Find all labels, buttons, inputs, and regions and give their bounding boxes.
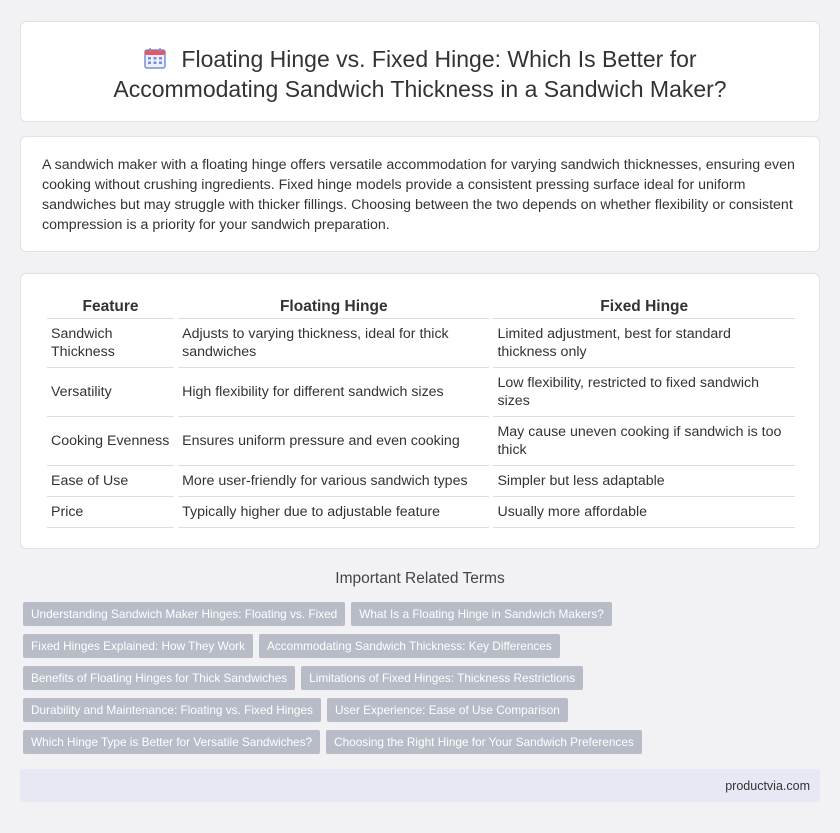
related-term-tag[interactable]: Benefits of Floating Hinges for Thick Sandwiches <box>23 666 295 690</box>
row-fixed: Usually more affordable <box>493 497 795 528</box>
row-floating: Adjusts to varying thickness, ideal for thick sandwiches <box>178 319 489 368</box>
footer <box>20 769 820 802</box>
intro-paragraph: A sandwich maker with a floating hinge offers versatile accommodation for varying sandwich thicknesses, ensuring even cooking without crushing ingredients. Fixed hinge models provide a consistent pressing surface ideal for uniform sandwiches but may struggle with thicker fillings. Choosing between the two depends on whether flexibility or consistent compression is a priority for your sandwich preparation. <box>42 157 795 233</box>
table-row <box>47 319 795 368</box>
row-feature: Versatility <box>47 368 174 417</box>
row-floating: Ensures uniform pressure and even cooking <box>178 417 489 466</box>
related-term-tag[interactable]: Which Hinge Type is Better for Versatile Sandwiches? <box>23 730 320 754</box>
related-terms-list <box>23 602 823 762</box>
row-fixed: Simpler but less adaptable <box>493 466 795 497</box>
row-fixed: Low flexibility, restricted to fixed sandwich sizes <box>493 368 795 417</box>
row-feature: Sandwich Thickness <box>47 319 174 368</box>
row-fixed: May cause uneven cooking if sandwich is too thick <box>493 417 795 466</box>
table-row <box>47 466 795 497</box>
related-term-tag[interactable]: Durability and Maintenance: Floating vs. Fixed Hinges <box>23 698 321 722</box>
row-feature: Cooking Evenness <box>47 417 174 466</box>
table-row <box>47 368 795 417</box>
related-terms-heading: Important Related Terms <box>335 570 505 587</box>
row-feature: Price <box>47 497 174 528</box>
table-row <box>47 417 795 466</box>
comparison-card <box>20 273 820 549</box>
header-floating-hinge: Floating Hinge <box>178 296 489 319</box>
table-row <box>47 497 795 528</box>
related-term-tag[interactable]: User Experience: Ease of Use Comparison <box>327 698 568 722</box>
calendar-icon <box>143 46 167 70</box>
row-floating: More user-friendly for various sandwich types <box>178 466 489 497</box>
header-fixed-hinge: Fixed Hinge <box>493 296 795 319</box>
row-floating: Typically higher due to adjustable feature <box>178 497 489 528</box>
intro-card <box>20 136 820 252</box>
related-term-tag[interactable]: What Is a Floating Hinge in Sandwich Makers? <box>351 602 612 626</box>
page-title-text: Floating Hinge vs. Fixed Hinge: Which Is Better for Accommodating Sandwich Thickness in a Sandwich Maker? <box>113 46 727 102</box>
related-term-tag[interactable]: Fixed Hinges Explained: How They Work <box>23 634 253 658</box>
page-title <box>21 22 819 104</box>
related-term-tag[interactable]: Understanding Sandwich Maker Hinges: Floating vs. Fixed <box>23 602 345 626</box>
related-term-tag[interactable]: Choosing the Right Hinge for Your Sandwich Preferences <box>326 730 642 754</box>
table-header-row <box>47 296 795 319</box>
footer-site-link[interactable]: productvia.com <box>725 779 810 793</box>
row-feature: Ease of Use <box>47 466 174 497</box>
row-fixed: Limited adjustment, best for standard thickness only <box>493 319 795 368</box>
related-term-tag[interactable]: Limitations of Fixed Hinges: Thickness Restrictions <box>301 666 583 690</box>
row-floating: High flexibility for different sandwich sizes <box>178 368 489 417</box>
comparison-table <box>43 296 799 528</box>
title-card <box>20 21 820 122</box>
related-term-tag[interactable]: Accommodating Sandwich Thickness: Key Differences <box>259 634 560 658</box>
header-feature: Feature <box>47 296 174 319</box>
